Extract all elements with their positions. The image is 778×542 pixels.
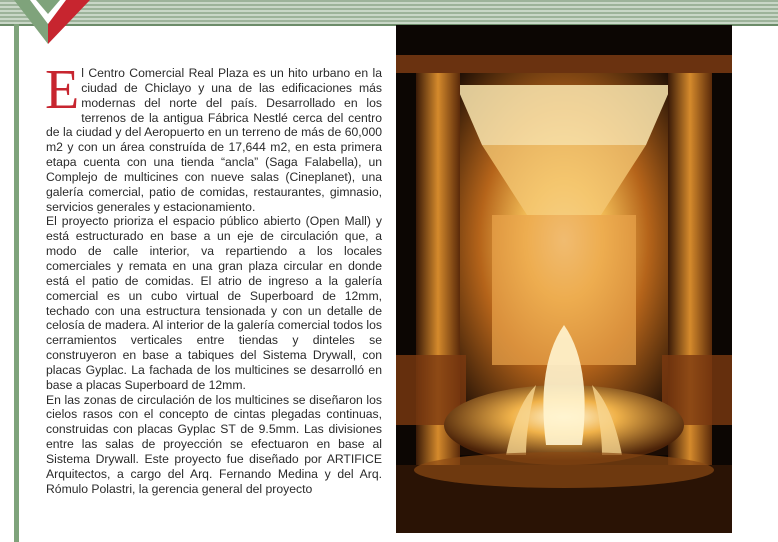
photo-illustration (396, 25, 732, 533)
side-rule (14, 24, 19, 542)
paragraph-2: El proyecto prioriza el espacio público abierto (Open Mall) y está estructurado en base a un eje de circulación que, a modo de calle interior, va repartiendo a los locales comerciales y remata en una gran plaza circular en donde está el patio de comidas. El atrio de ingreso a la galería comercial es un cubo virtual de Superboard de 12mm, techado con una estructura tensionada y con un detalle de celosía de madera. Al interior de la galería comercial todos los cerramientos verticales entre tiendas y dinteles se construyeron en base a tabiques del Sistema Drywall, con placas Gyplac. La fachada de los multicines se desarrolló en base a placas Superboard de 12mm. (46, 214, 383, 392)
paragraph-1-text: l Centro Comercial Real Plaza es un hito urbano en la ciudad de Chiclayo y una de las edificaciones más modernas del norte del país. Desarrollado en los terrenos de la antigua Fábrica Nestlé cerca del centro de la ciudad y del Aeropuerto en un terreno de más de 60,000 m2 y con un área construída de 17,644 m2, en esta primera etapa cuenta con una tienda “ancla” (Saga Falabella), un Complejo de multicines con nueve salas (Cineplanet), una galería comercial, patio de comidas, restaurantes, gimnasio, servicios generales y estacionamiento. (46, 66, 382, 214)
drop-cap: E (45, 59, 80, 121)
paragraph-1 (45, 59, 382, 214)
article-body (45, 59, 383, 496)
header-band (0, 0, 778, 26)
night-mall-photo (396, 25, 732, 533)
paragraph-3: En las zonas de circulación de los multicines se diseñaron los cielos rasos con el concepto de cintas plegadas continuas, construidas con placas Gyplac ST de 9.5mm. Las divisiones entre las salas de proyección se efectuaron en base al Sistema Drywall. Este proyecto fue diseñado por ARTIFICE Arquitectos, a cargo del Arq. Fernando Medina y del Arq. Rómulo Polastri, la gerencia general del proyecto (46, 392, 382, 496)
